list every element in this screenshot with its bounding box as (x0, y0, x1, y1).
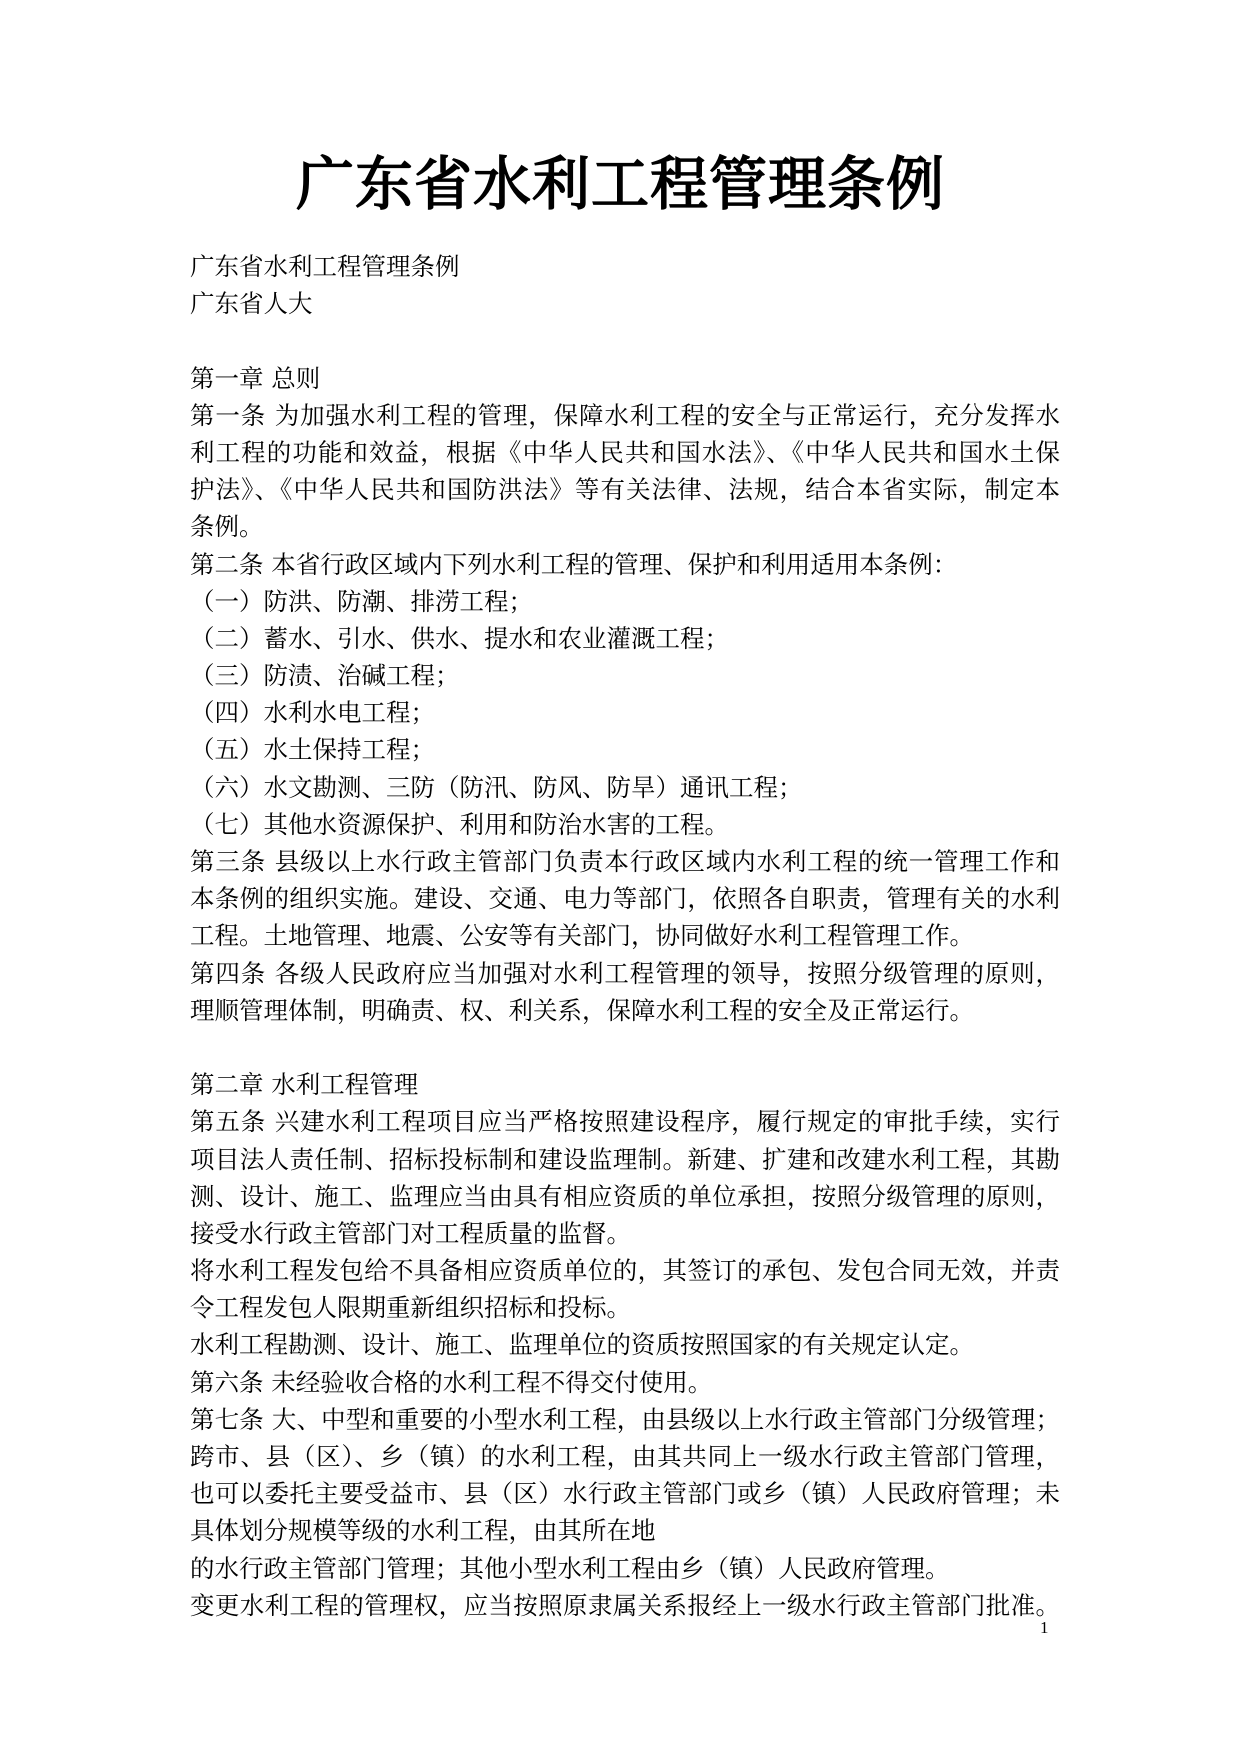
text-line: 第二条 本省行政区域内下列水利工程的管理、保护和利用适用本条例： (190, 549, 958, 579)
text-line: 第五条 兴建水利工程项目应当严格按照建设程序，履行规定的审批手续，实行 (190, 1107, 1060, 1137)
text-line: 第四条 各级人民政府应当加强对水利工程管理的领导，按照分级管理的原则， (190, 958, 1060, 988)
text-line: 第一条 为加强水利工程的管理，保障水利工程的安全与正常运行，充分发挥水 (190, 400, 1060, 430)
text-line: 工程。土地管理、地震、公安等有关部门，协同做好水利工程管理工作。 (190, 921, 974, 951)
text-line: 广东省人大 (190, 289, 313, 319)
text-line: 将水利工程发包给不具备相应资质单位的，其签订的承包、发包合同无效，并责 (190, 1256, 1060, 1286)
text-line: 第七条 大、中型和重要的小型水利工程，由县级以上水行政主管部门分级管理； (190, 1404, 1060, 1434)
list-item: （二）蓄水、引水、供水、提水和农业灌溉工程； (190, 623, 729, 653)
text-line: 理顺管理体制，明确责、权、利关系，保障水利工程的安全及正常运行。 (190, 995, 974, 1025)
text-line: 变更水利工程的管理权，应当按照原隶属关系报经上一级水行政主管部门批准。 (190, 1590, 1060, 1620)
list-item: （五）水土保持工程； (190, 735, 435, 765)
text-line: 第六条 未经验收合格的水利工程不得交付使用。 (190, 1367, 713, 1397)
document-body (190, 248, 1060, 1624)
text-line: 跨市、县（区）、乡（镇）的水利工程，由其共同上一级水行政主管部门管理， (190, 1442, 1060, 1471)
text-line: 接受水行政主管部门对工程质量的监督。 (190, 1218, 631, 1248)
list-item: （六）水文勘测、三防（防汛、防风、防旱）通讯工程； (190, 772, 803, 802)
list-item: （七）其他水资源保护、利用和防治水害的工程。 (190, 809, 729, 839)
text-line: 测、设计、施工、监理应当由具有相应资质的单位承担，按照分级管理的原则， (190, 1181, 1060, 1211)
blank-line (190, 1029, 1060, 1066)
page-number: 1 (1040, 1618, 1049, 1637)
text-line: 广东省水利工程管理条例 (190, 252, 460, 281)
text-line: 项目法人责任制、招标投标制和建设监理制。新建、扩建和改建水利工程，其勘 (190, 1144, 1060, 1174)
text-line: 第三条 县级以上水行政主管部门负责本行政区域内水利工程的统一管理工作和 (190, 847, 1060, 876)
list-item: （一）防洪、防潮、排涝工程； (190, 586, 533, 616)
text-line: 利工程的功能和效益，根据《中华人民共和国水法》、《中华人民共和国水土保 (190, 437, 1060, 467)
text-line: 水利工程勘测、设计、施工、监理单位的资质按照国家的有关规定认定。 (190, 1330, 974, 1360)
text-line: 护法》、《中华人民共和国防洪法》等有关法律、法规，结合本省实际，制定本 (190, 475, 1060, 505)
text-line: 令工程发包人限期重新组织招标和投标。 (190, 1293, 631, 1323)
list-item: （三）防渍、治碱工程； (190, 661, 460, 691)
text-line: 的水行政主管部门管理；其他小型水利工程由乡（镇）人民政府管理。 (190, 1553, 950, 1583)
blank-line (190, 322, 1060, 359)
page-title: 广东省水利工程管理条例 (295, 150, 945, 218)
chapter-heading: 第一章 总则 (190, 363, 321, 393)
text-line: 也可以委托主要受益市、县（区）水行政主管部门或乡（镇）人民政府管理；未 (190, 1479, 1060, 1509)
text-line: 条例。 (190, 512, 264, 542)
list-item: （四）水利水电工程； (190, 698, 435, 728)
text-line: 具体划分规模等级的水利工程，由其所在地 (190, 1516, 656, 1546)
chapter-heading: 第二章 水利工程管理 (190, 1070, 419, 1100)
text-line: 本条例的组织实施。建设、交通、电力等部门，依照各自职责，管理有关的水利 (190, 884, 1060, 914)
